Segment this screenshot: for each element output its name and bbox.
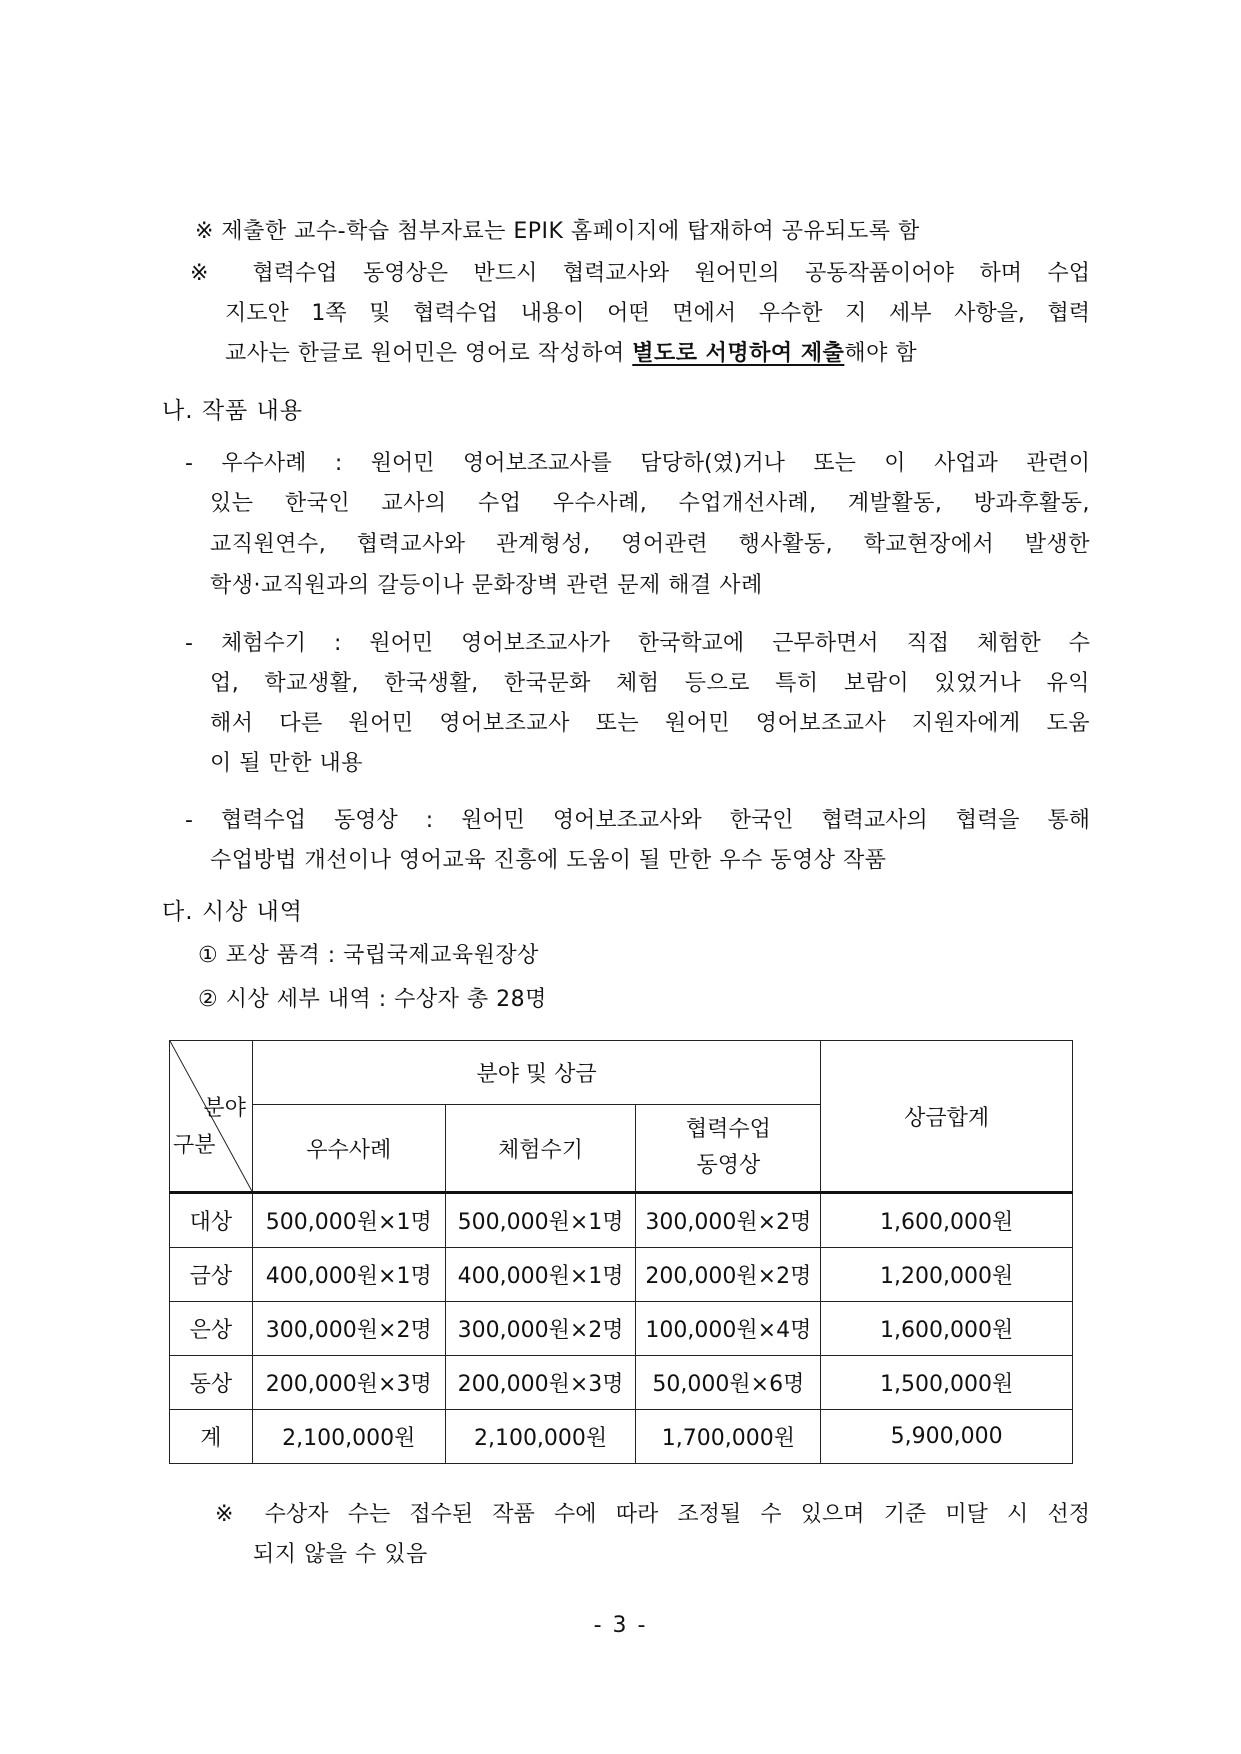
note-video-line3-text: 교사는 한글로 원어민은 영어로 작성하여: [225, 341, 633, 366]
cell-excellent-case: 500,000원×1명: [252, 1193, 445, 1248]
experience-essay-line4: 이 될 만한 내용: [210, 751, 363, 776]
header-excellent-case: 우수사례: [252, 1105, 445, 1193]
co-teaching-video-line1: - 협력수업 동영상 : 원어민 영어보조교사와 한국인 협력교사의 협력을 통해: [185, 808, 1090, 833]
note-video-line2: 지도안 1쪽 및 협력수업 내용이 어떤 면에서 우수한 지 세부 사항을, 협력: [225, 301, 1090, 326]
cell-excellent-case: 2,100,000원: [252, 1410, 445, 1464]
header-experience-essay: 체험수기: [445, 1105, 636, 1193]
header-co-teaching-video: [636, 1105, 821, 1193]
table-corner-cell: [170, 1041, 253, 1193]
section-da-title: 다. 시상 내역: [162, 899, 304, 925]
row-label: 동상: [170, 1356, 253, 1410]
note-video-line3: [225, 336, 917, 367]
table-row: [170, 1356, 1073, 1410]
cell-total: 1,500,000원: [821, 1356, 1073, 1410]
excellent-case-line2: 있는 한국인 교사의 수업 우수사례, 수업개선사례, 계발활동, 방과후활동,: [210, 491, 1090, 516]
experience-essay-line3: 해서 다른 원어민 영어보조교사 또는 원어민 영어보조교사 지원자에게 도움: [210, 711, 1090, 736]
cell-total: 1,600,000원: [821, 1302, 1073, 1356]
row-label: 은상: [170, 1302, 253, 1356]
note-video-line3-end: 해야 함: [844, 341, 918, 366]
note-winners-adjustable-line1: ※ 수상자 수는 접수된 작품 수에 따라 조정될 수 있으며 기준 미달 시 선정: [215, 1502, 1090, 1527]
cell-experience-essay: 200,000원×3명: [445, 1356, 636, 1410]
row-label: 계: [170, 1410, 253, 1464]
prize-details-summary: ② 시상 세부 내역 : 수상자 총 28명: [198, 987, 547, 1012]
header-co-teaching-line1: 협력수업: [685, 1117, 771, 1142]
row-label: 금상: [170, 1248, 253, 1302]
cell-experience-essay: 2,100,000원: [445, 1410, 636, 1464]
excellent-case-line3: 교직원연수, 협력교사와 관계형성, 영어관련 행사활동, 학교현장에서 발생한: [210, 532, 1090, 557]
note-video-line1: ※ 협력수업 동영상은 반드시 협력교사와 원어민의 공동작품이어야 하며 수업: [190, 261, 1090, 286]
cell-co-teaching-video: 1,700,000원: [636, 1410, 821, 1464]
experience-essay-line1: - 체험수기 : 원어민 영어보조교사가 한국학교에 근무하면서 직접 체험한 수: [185, 631, 1090, 656]
cell-excellent-case: 300,000원×2명: [252, 1302, 445, 1356]
header-field-and-prize: 분야 및 상금: [252, 1041, 820, 1105]
table-row: [170, 1302, 1073, 1356]
header-co-teaching-line2: 동영상: [696, 1153, 761, 1178]
page-number: - 3 -: [593, 1613, 648, 1638]
co-teaching-video-line2: 수업방법 개선이나 영어교육 진흥에 도움이 될 만한 우수 동영상 작품: [210, 848, 887, 873]
cell-excellent-case: 400,000원×1명: [252, 1248, 445, 1302]
prize-type: ① 포상 품격 : 국립국제교육원장상: [198, 943, 539, 968]
excellent-case-line1: - 우수사례 : 원어민 영어보조교사를 담당하(였)거나 또는 이 사업과 관련이: [185, 451, 1090, 476]
row-label: 대상: [170, 1193, 253, 1248]
cell-experience-essay: 400,000원×1명: [445, 1248, 636, 1302]
experience-essay-line2: 업, 학교생활, 한국생활, 한국문화 체험 등으로 특히 보람이 있었거나 유익: [210, 671, 1090, 696]
table-row: [170, 1193, 1073, 1248]
signed-submission-emphasis: 별도로 서명하여 제출: [632, 341, 845, 366]
cell-experience-essay: 300,000원×2명: [445, 1302, 636, 1356]
cell-total: 5,900,000: [821, 1410, 1073, 1464]
cell-experience-essay: 500,000원×1명: [445, 1193, 636, 1248]
cell-excellent-case: 200,000원×3명: [252, 1356, 445, 1410]
cell-total: 1,200,000원: [821, 1248, 1073, 1302]
header-total: 상금합계: [821, 1041, 1073, 1193]
section-na-title: 나. 작품 내용: [162, 398, 304, 424]
cell-co-teaching-video: 50,000원×6명: [636, 1356, 821, 1410]
cell-co-teaching-video: 300,000원×2명: [636, 1193, 821, 1248]
cell-total: 1,600,000원: [821, 1193, 1073, 1248]
cell-co-teaching-video: 200,000원×2명: [636, 1248, 821, 1302]
cell-co-teaching-video: 100,000원×4명: [636, 1302, 821, 1356]
excellent-case-line4: 학생·교직원과의 갈등이나 문화장벽 관련 문제 해결 사례: [210, 573, 763, 598]
table-row-total: [170, 1410, 1073, 1464]
note-winners-adjustable-line2: 되지 않을 수 있음: [253, 1542, 428, 1567]
prize-table: [169, 1040, 1073, 1464]
note-attachment-sharing: ※ 제출한 교수-학습 첨부자료는 EPIK 홈페이지에 탑재하여 공유되도록 함: [195, 219, 920, 244]
corner-label-field: 분야: [203, 1096, 246, 1121]
corner-label-category: 구분: [173, 1133, 216, 1158]
table-row: [170, 1248, 1073, 1302]
